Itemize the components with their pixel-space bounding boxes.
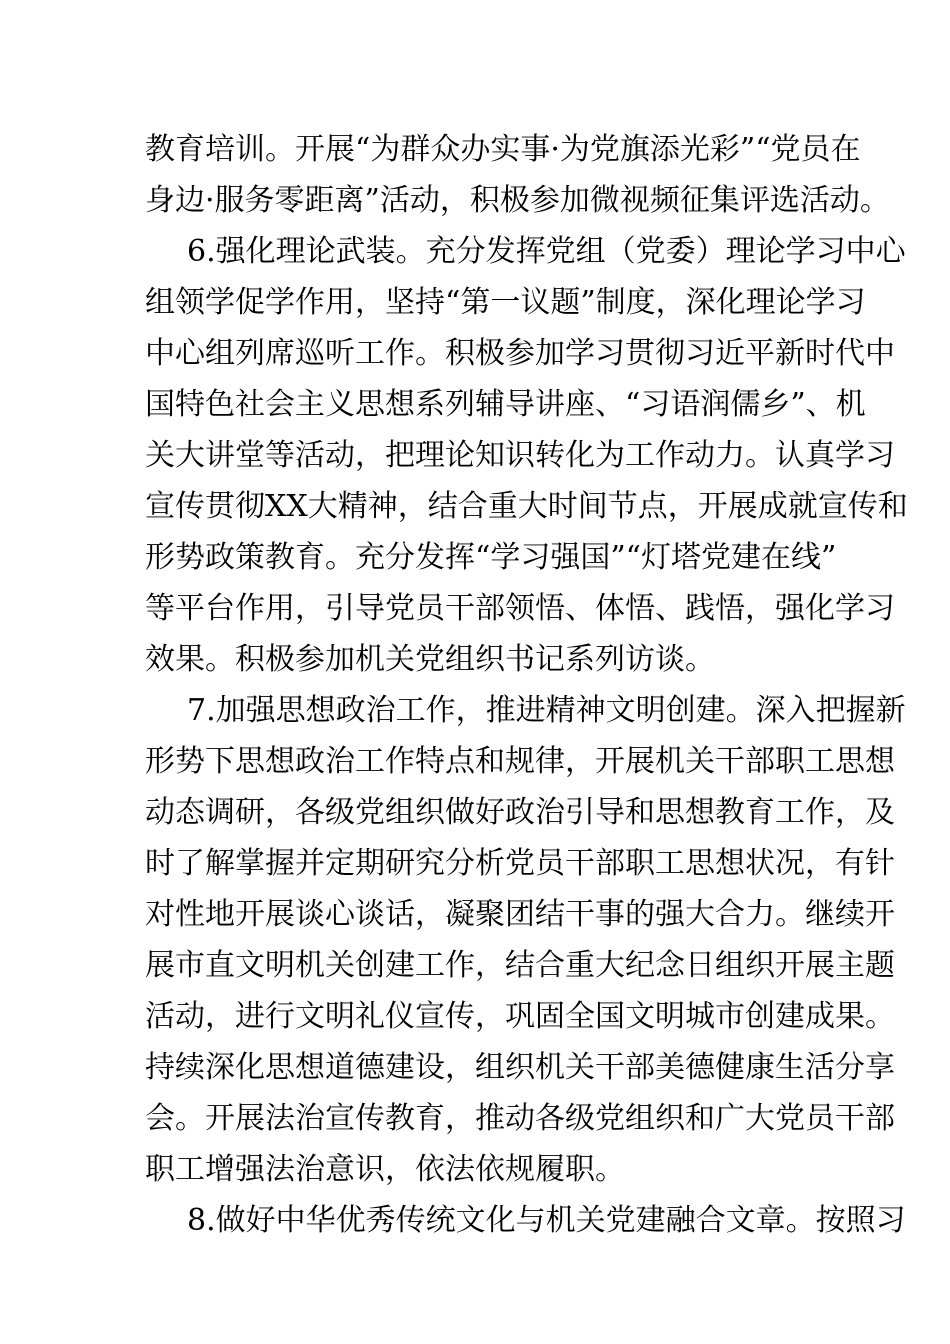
text-line: 持续深化思想道德建设，组织机关干部美德健康生活分享 bbox=[145, 1050, 895, 1085]
paragraph-6-first-line: 6.强化理论武装。充分发挥党组（党委）理论学习中心 bbox=[187, 234, 906, 269]
text-line: 会。开展法治宣传教育，推动各级党组织和广大党员干部 bbox=[145, 1101, 895, 1136]
text-line: 职工增强法治意识，依法依规履职。 bbox=[145, 1152, 625, 1187]
paragraph-8-first-line: 8.做好中华优秀传统文化与机关党建融合文章。按照习 bbox=[187, 1203, 906, 1238]
text-line: 时了解掌握并定期研究分析党员干部职工思想状况，有针 bbox=[145, 846, 895, 881]
text-line: 组领学促学作用，坚持“第一议题”制度，深化理论学习 bbox=[145, 285, 866, 320]
text-line: 身边·服务零距离”活动，积极参加微视频征集评选活动。 bbox=[145, 183, 890, 218]
text-line: 形势政策教育。充分发挥“学习强国”“灯塔党建在线” bbox=[145, 540, 837, 575]
text-line: 国特色社会主义思想系列辅导讲座、“习语润儒乡”、机 bbox=[145, 387, 866, 422]
paragraph-7-first-line: 7.加强思想政治工作，推进精神文明创建。深入把握新 bbox=[187, 693, 906, 728]
text-line: 对性地开展谈心谈话，凝聚团结干事的强大合力。继续开 bbox=[145, 897, 895, 932]
text-line: 中心组列席巡听工作。积极参加学习贯彻习近平新时代中 bbox=[145, 336, 895, 371]
text-line: 活动，进行文明礼仪宣传，巩固全国文明城市创建成果。 bbox=[145, 999, 895, 1034]
text-line: 宣传贯彻XX大精神，结合重大时间节点，开展成就宣传和 bbox=[145, 489, 908, 524]
text-line: 动态调研，各级党组织做好政治引导和思想教育工作，及 bbox=[145, 795, 895, 830]
text-line: 形势下思想政治工作特点和规律，开展机关干部职工思想 bbox=[145, 744, 895, 779]
text-line: 等平台作用，引导党员干部领悟、体悟、践悟，强化学习 bbox=[145, 591, 895, 626]
text-line: 展市直文明机关创建工作，结合重大纪念日组织开展主题 bbox=[145, 948, 895, 983]
text-line: 教育培训。开展“为群众办实事·为党旗添光彩”“党员在 bbox=[145, 132, 861, 167]
text-line: 关大讲堂等活动，把理论知识转化为工作动力。认真学习 bbox=[145, 438, 895, 473]
text-line: 效果。积极参加机关党组织书记系列访谈。 bbox=[145, 642, 715, 677]
